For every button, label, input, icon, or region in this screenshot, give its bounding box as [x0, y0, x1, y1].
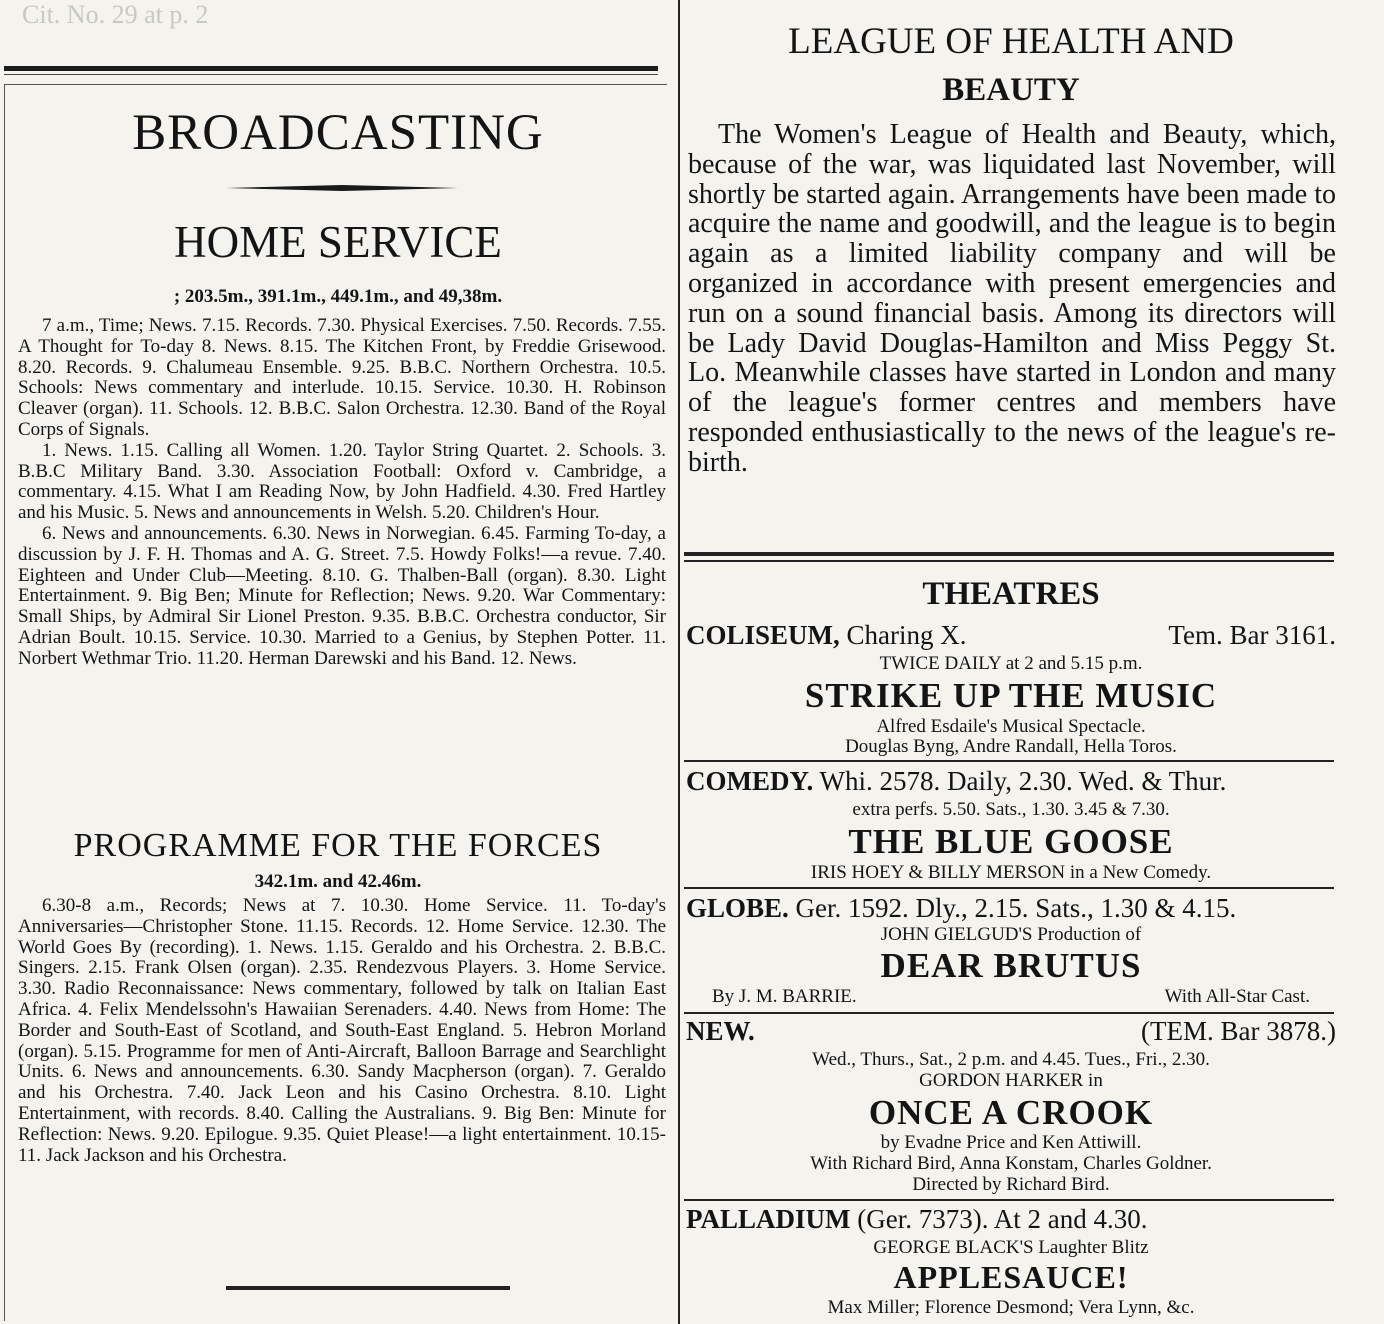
home-service-schedule	[18, 316, 666, 670]
theatre-rule	[684, 1012, 1334, 1014]
coliseum-show: STRIKE UP THE MUSIC	[804, 676, 1218, 715]
palladium-show: APPLESAUCE!	[893, 1259, 1129, 1295]
comedy-details: Whi. 2578. Daily, 2.30. Wed. & Thur.	[819, 766, 1227, 796]
palladium-cast: Max Miller; Florence Desmond; Vera Lynn, &c.	[827, 1297, 1195, 1318]
palladium-producer: GEORGE BLACK'S Laughter Blitz	[873, 1237, 1149, 1258]
theatres-title: THEATRES	[922, 576, 1100, 612]
new-authors: by Evadne Price and Ken Attiwill.	[880, 1132, 1142, 1153]
comedy-show: THE BLUE GOOSE	[848, 822, 1174, 861]
ornament-divider	[226, 185, 458, 191]
new-star: GORDON HARKER in	[919, 1070, 1103, 1091]
header-fragment: Cit. No. 29 at p. 2	[22, 0, 209, 29]
theatre-rule	[684, 887, 1334, 889]
forces-title: PROGRAMME FOR THE FORCES	[73, 827, 603, 864]
globe-show: DEAR BRUTUS	[880, 946, 1142, 985]
schedule-paragraph: 6.30-8 a.m., Records; News at 7. 10.30. Home Service. 11. To-day's Anniversaries—Christopher Stone. 11.15. Records. 12. Home Service. 12.30. The World Goes By (recording). 1. News. 1.15. Geraldo and his Orchestra. 2. B.B.C. Singers. 2.15. Frank Olsen (organ). 2.35. Rendezvous Players. 3. Home Service. 3.30. Radio Reconnaissance: News commentary, followed by talk on Italian East Africa. 4. Felix Mendelssohn's Hawaiian Serenaders. 4.40. News from Home: The Border and South-East of Scotland, and South-East England. 5. Hebron Morland (organ). 5.15. Programme for men of Anti-Aircraft, Balloon Barrage and Searchlight Units. 6. News and announcements. 6.30. Sandy Macpherson (organ). 7. Geraldo and his Orchestra. 7.40. Jack Leon and his Casino Orchestra. 8.10. Light Entertainment, with records. 8.40. Calling the Australians. 9. Big Ben: Minute for Reflection: News. 9.20. Epilogue. 9.35. Quiet Please!—a light entertainment. 10.15-11. Jack Jackson and his Orchestra.	[18, 895, 666, 1166]
new-cast: With Richard Bird, Anna Konstam, Charles Goldner.	[810, 1153, 1212, 1174]
bottom-rule	[226, 1286, 510, 1290]
home-service-wavelengths: ; 203.5m., 391.1m., 449.1m., and 49,38m.	[173, 286, 503, 307]
coliseum-cast: Douglas Byng, Andre Randall, Hella Toros.	[845, 736, 1177, 757]
palladium-details: (Ger. 7373). At 2 and 4.30.	[857, 1204, 1148, 1234]
globe-credits	[686, 986, 1336, 1008]
broadcasting-title: BROADCASTING	[132, 105, 544, 161]
coliseum-times: TWICE DAILY at 2 and 5.15 p.m.	[879, 653, 1143, 674]
new-show: ONCE A CROOK	[868, 1093, 1154, 1132]
news-column	[684, 0, 1338, 1324]
schedule-paragraph: 7 a.m., Time; News. 7.15. Records. 7.30. Physical Exercises. 7.50. Records. 7.55. A Thought for To-day 8. News. 8.15. The Kitchen Front, by Freddie Grisewood. 8.20. Records. 9. Chalumeau Ensemble. 9.25. B.B.C. Northern Orchestra. 10.5. Schools: News commentary and interlude. 10.15. Service. 10.30. H. Robinson Cleaver (organ). 11. Schools. 12. B.B.C. Salon Orchestra. 12.30. Band of the Royal Corps of Signals.	[18, 315, 666, 440]
comedy-cast: IRIS HOEY & BILLY MERSON in a New Comedy.	[810, 862, 1212, 883]
comedy-times: extra perfs. 5.50. Sats., 1.30. 3.45 & 7.30.	[852, 799, 1170, 820]
comedy-header	[686, 766, 1336, 797]
section-rule-thin	[684, 560, 1334, 562]
globe-producer: JOHN GIELGUD'S Production of	[880, 924, 1142, 945]
new-name: NEW.	[686, 1016, 755, 1046]
broadcasting-column	[0, 0, 676, 1324]
coliseum-place: Charing X.	[846, 620, 967, 650]
forces-wavelengths: 342.1m. and 42.46m.	[254, 871, 422, 892]
coliseum-header	[686, 620, 1336, 651]
globe-header	[686, 893, 1336, 924]
schedule-paragraph: 6. News and announcements. 6.30. News in Norwegian. 6.45. Farming To-day, a discussion by J. F. H. Thomas and A. G. Street. 7.5. Howdy Folks!—a revue. 7.40. Eighteen and Under Club—Meeting. 8.10. G. Thalben-Ball (organ). 8.30. Light Entertainment. 9. Big Ben; Minute for Reflection; News. 9.20. War Commentary: Small Ships, by Admiral Sir Lionel Preston. 9.35. B.B.C. Orchestra conductor, Sir Adrian Boult. 10.15. Service. 10.30. Married to a Genius, by Stephen Potter. 11. Norbert Wethmar Trio. 11.20. Herman Darewski and his Band. 12. News.	[18, 522, 666, 669]
theatre-rule	[684, 760, 1334, 762]
league-body: The Women's League of Health and Beauty, which, because of the war, was liquidated last November, will shortly be started again. Arrangements have been made to acquire the name and goodwill, and the league is to begin again as a limited liability company and will be organized in accordance with present emergencies and run on a sound financial basis. Among its directors will be Lady David Douglas-Hamilton and Miss Peggy St. Lo. Meanwhile classes have started in London and many of the league's former centres and members have responded enthusiastically to the news of the league's re-birth.	[688, 119, 1336, 478]
globe-author: By J. M. BARRIE.	[712, 986, 857, 1007]
globe-cast: With All-Star Cast.	[1164, 986, 1310, 1007]
new-director: Directed by Richard Bird.	[912, 1174, 1110, 1195]
globe-name: GLOBE.	[686, 893, 789, 923]
league-article	[688, 120, 1336, 478]
globe-details: Ger. 1592. Dly., 2.15. Sats., 1.30 & 4.15.	[795, 893, 1237, 923]
section-rule	[684, 552, 1334, 556]
coliseum-phone: Tem. Bar 3161.	[1168, 620, 1336, 650]
new-header	[686, 1016, 1336, 1047]
forces-schedule	[18, 896, 666, 1166]
coliseum-name: COLISEUM,	[686, 620, 840, 650]
new-phone: (TEM. Bar 3878.)	[1141, 1016, 1336, 1046]
column-divider	[678, 0, 680, 1324]
top-rule-thin	[4, 74, 658, 75]
league-title: LEAGUE OF HEALTH AND	[788, 21, 1234, 62]
coliseum-desc: Alfred Esdaile's Musical Spectacle.	[876, 716, 1146, 737]
theatre-rule	[684, 1199, 1334, 1201]
palladium-header	[686, 1204, 1336, 1235]
top-rule	[4, 66, 658, 71]
palladium-name: PALLADIUM	[686, 1204, 851, 1234]
schedule-paragraph: 1. News. 1.15. Calling all Women. 1.20. Taylor String Quartet. 2. Schools. 3. B.B.C Military Band. 3.30. Association Football: Oxford v. Cambridge, a commentary. 4.15. What I am Reading Now, by John Hadfield. 4.30. Fred Hartley and his Music. 5. News and announcements in Welsh. 5.20. Children's Hour.	[18, 439, 666, 524]
home-service-title: HOME SERVICE	[174, 217, 502, 267]
league-subtitle: BEAUTY	[942, 72, 1080, 108]
comedy-name: COMEDY.	[686, 766, 814, 796]
new-times: Wed., Thurs., Sat., 2 p.m. and 4.45. Tues., Fri., 2.30.	[812, 1049, 1210, 1070]
